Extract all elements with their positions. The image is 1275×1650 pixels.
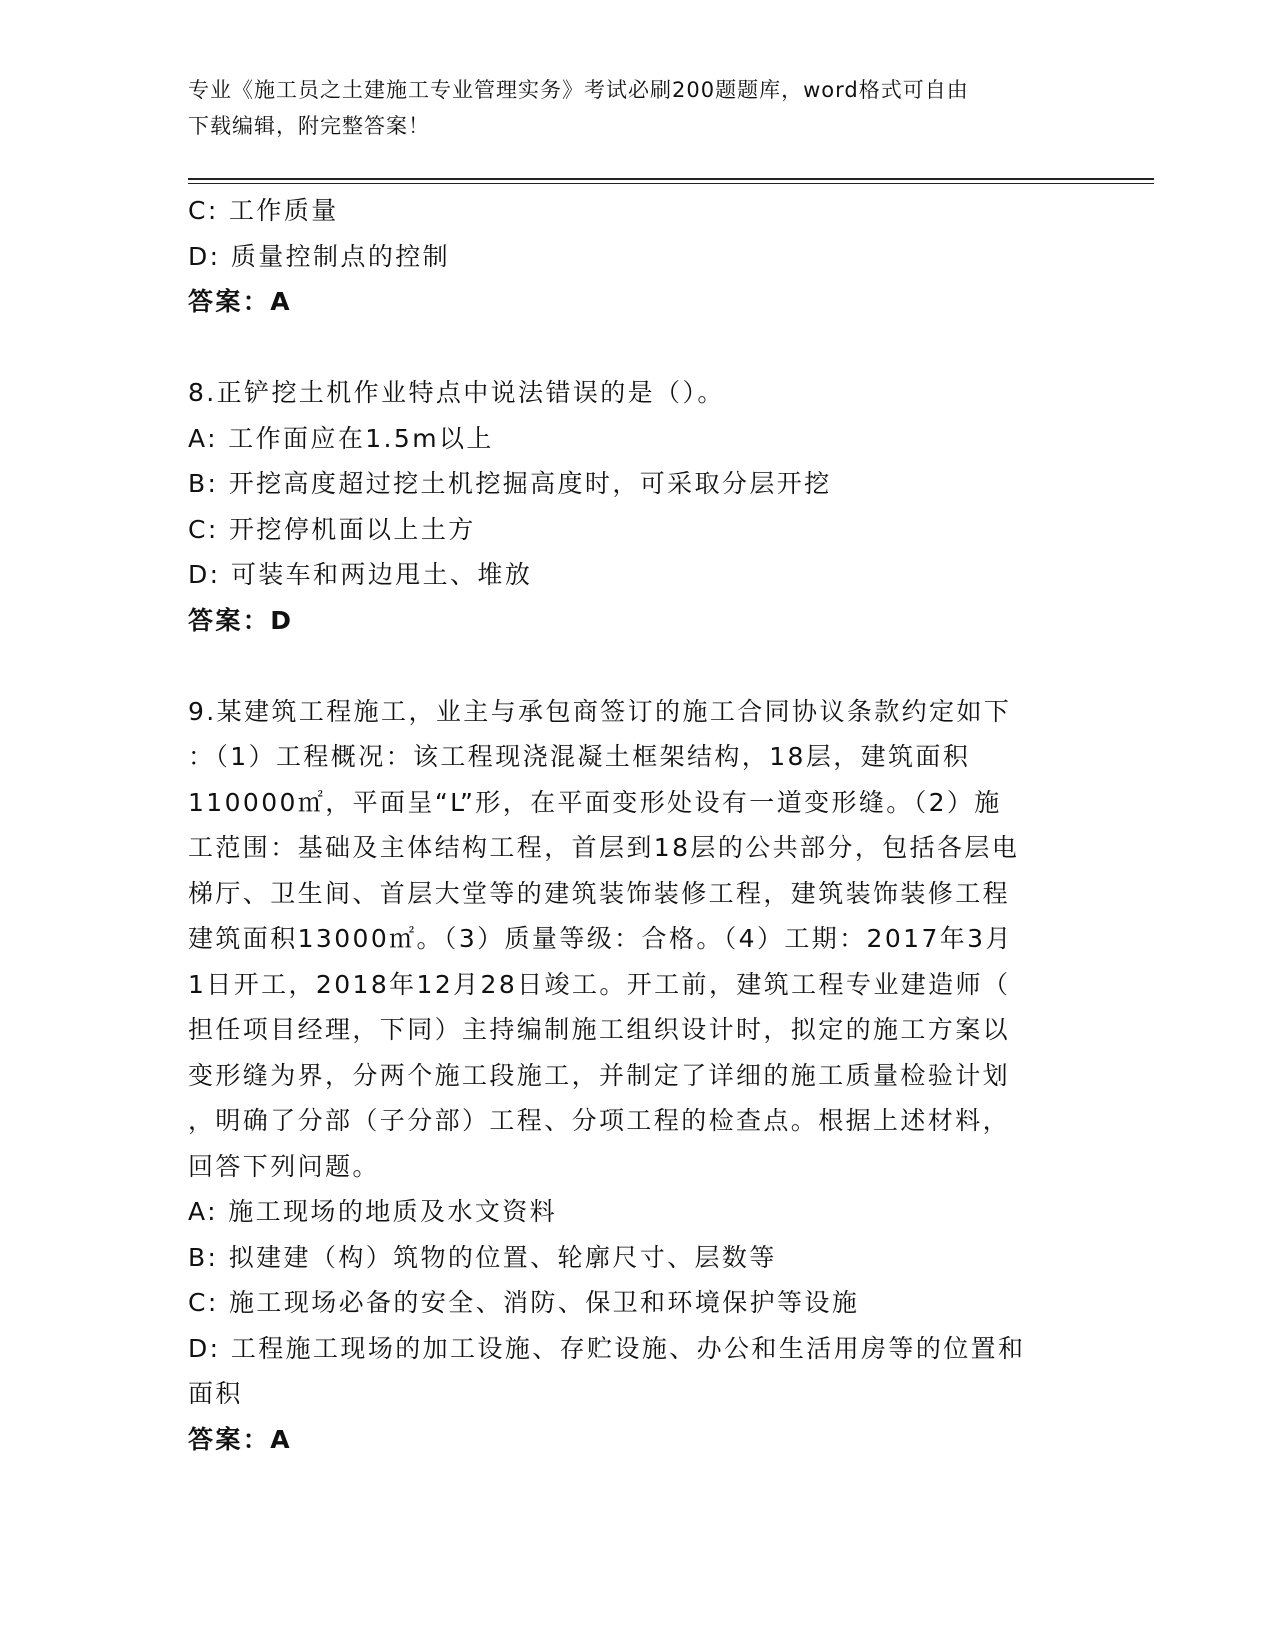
q9-option-a: A: 施工现场的地质及水文资料 xyxy=(188,1197,558,1226)
q9-stem-line: ，明确了分部（子分部）工程、分项工程的检查点。根据上述材料， xyxy=(188,1106,1011,1135)
q9-stem-line: 建筑面积13000㎡。（3）质量等级：合格。（4）工期：2017年3月 xyxy=(188,924,1013,953)
q9-stem-line: 110000㎡，平面呈“L”形，在平面变形处设有一道变形缝。（2）施 xyxy=(188,787,1002,817)
q9-answer: 答案：A xyxy=(188,1424,292,1454)
question-8 xyxy=(188,370,1088,643)
header-line-1: 专业《施工员之土建施工专业管理实务》考试必刷200题题库，word格式可自由 xyxy=(188,78,969,102)
document-body xyxy=(188,188,1088,1462)
spacer xyxy=(188,643,1088,689)
header-line-2: 下载编辑，附完整答案！ xyxy=(188,114,430,138)
q9-stem-line: 梯厅、卫生间、首层大堂等的建筑装饰装修工程，建筑装饰装修工程 xyxy=(188,878,1011,908)
question-9 xyxy=(188,689,1088,1463)
q9-stem-line: 9.某建筑工程施工，业主与承包商签订的施工合同协议条款约定如下 xyxy=(188,696,1012,726)
q7-option-d: D: 质量控制点的控制 xyxy=(188,241,451,271)
q8-option-c: C: 开挖停机面以上土方 xyxy=(188,514,476,544)
q8-stem: 8.正铲挖土机作业特点中说法错误的是（）。 xyxy=(188,378,725,407)
q8-option-b: B: 开挖高度超过挖土机挖掘高度时，可采取分层开挖 xyxy=(188,469,832,498)
q8-option-a: A: 工作面应在1.5m以上 xyxy=(188,423,494,453)
q7-answer: 答案：A xyxy=(188,287,292,316)
header-divider-thick xyxy=(188,178,1154,180)
q8-answer: 答案：D xyxy=(188,605,294,635)
q9-stem-line: 回答下列问题。 xyxy=(188,1151,380,1181)
q9-option-d-continued: 面积 xyxy=(188,1379,243,1408)
spacer xyxy=(188,325,1088,371)
document-header xyxy=(188,72,1068,144)
q9-stem-line: 变形缝为界，分两个施工段施工，并制定了详细的施工质量检验计划 xyxy=(188,1060,1011,1090)
q9-stem-line: 担任项目经理，下同）主持编制施工组织设计时，拟定的施工方案以 xyxy=(188,1015,1011,1044)
q9-stem-line: 工范围：基础及主体结构工程，首层到18层的公共部分，包括各层电 xyxy=(188,833,1020,862)
question-7-tail xyxy=(188,188,1088,325)
q9-option-c: C: 施工现场必备的安全、消防、保卫和环境保护等设施 xyxy=(188,1288,860,1317)
q9-option-b: B: 拟建建（构）筑物的位置、轮廓尺寸、层数等 xyxy=(188,1242,777,1272)
q9-stem-line: ：（1）工程概况：该工程现浇混凝土框架结构，18层，建筑面积 xyxy=(188,742,971,771)
q7-option-c: C: 工作质量 xyxy=(188,196,339,225)
q9-stem-line: 1日开工，2018年12月28日竣工。开工前，建筑工程专业建造师（ xyxy=(188,969,1011,999)
header-divider-thin xyxy=(188,183,1154,184)
q9-option-d: D: 工程施工现场的加工设施、存贮设施、办公和生活用房等的位置和 xyxy=(188,1333,1026,1363)
q8-option-d: D: 可装车和两边甩土、堆放 xyxy=(188,560,533,589)
